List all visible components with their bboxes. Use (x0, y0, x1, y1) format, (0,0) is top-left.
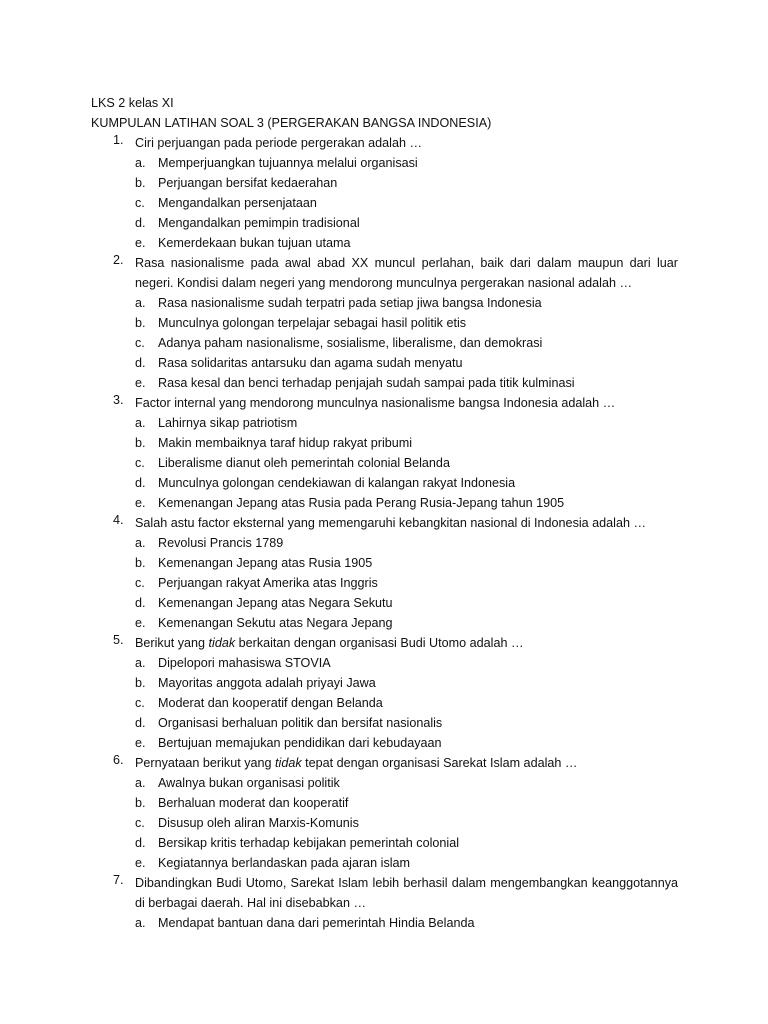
question-text: Dibandingkan Budi Utomo, Sarekat Islam lebih berhasil dalam mengembangkan keanggotannya di berbagai daerah. Hal ini disebabkan … (135, 876, 678, 910)
option-c (91, 453, 678, 473)
option-letter: b. (135, 676, 146, 690)
option-c (91, 573, 678, 593)
option-text: Adanya paham nasionalisme, sosialisme, liberalisme, dan demokrasi (158, 336, 543, 350)
option-text: Mendapat bantuan dana dari pemerintah Hindia Belanda (158, 916, 475, 930)
option-b (91, 793, 678, 813)
option-letter: c. (135, 816, 145, 830)
option-e (91, 493, 678, 513)
option-text: Kemenangan Jepang atas Negara Sekutu (158, 596, 393, 610)
question-7 (91, 873, 678, 933)
option-b (91, 553, 678, 573)
option-b (91, 173, 678, 193)
question-number: 2. (113, 253, 124, 267)
option-text: Rasa kesal dan benci terhadap penjajah sudah sampai pada titik kulminasi (158, 376, 575, 390)
option-letter: d. (135, 596, 146, 610)
option-text: Organisasi berhaluan politik dan bersifat nasionalis (158, 716, 443, 730)
question-3 (91, 393, 678, 513)
option-d (91, 353, 678, 373)
option-a (91, 533, 678, 553)
option-letter: c. (135, 696, 145, 710)
option-text: Rasa solidaritas antarsuku dan agama sudah menyatu (158, 356, 463, 370)
question-number: 7. (113, 873, 124, 887)
option-letter: a. (135, 156, 146, 170)
option-letter: e. (135, 616, 146, 630)
question-text: Salah astu factor eksternal yang memengaruhi kebangkitan nasional di Indonesia adalah … (135, 516, 647, 530)
option-letter: d. (135, 356, 146, 370)
option-text: Kemenangan Jepang atas Rusia 1905 (158, 556, 373, 570)
option-text: Kegiatannya berlandaskan pada ajaran islam (158, 856, 411, 870)
question-text (135, 753, 678, 773)
option-text: Revolusi Prancis 1789 (158, 536, 284, 550)
option-letter: e. (135, 736, 146, 750)
option-b (91, 673, 678, 693)
option-letter: c. (135, 576, 145, 590)
option-letter: a. (135, 916, 146, 930)
question-2 (91, 253, 678, 393)
option-letter: a. (135, 416, 146, 430)
option-text: Perjuangan bersifat kedaerahan (158, 176, 338, 190)
option-letter: c. (135, 456, 145, 470)
question-text-part: Pernyataan berikut yang (135, 756, 276, 770)
option-letter: a. (135, 656, 146, 670)
question-number: 1. (113, 133, 124, 147)
option-b (91, 433, 678, 453)
option-e (91, 373, 678, 393)
option-d (91, 593, 678, 613)
question-number: 5. (113, 633, 124, 647)
option-letter: d. (135, 476, 146, 490)
option-letter: a. (135, 536, 146, 550)
option-e (91, 233, 678, 253)
option-text: Mayoritas anggota adalah priyayi Jawa (158, 676, 376, 690)
question-6 (91, 753, 678, 873)
option-text: Mengandalkan persenjataan (158, 196, 317, 210)
option-letter: a. (135, 296, 146, 310)
option-a (91, 153, 678, 173)
option-text: Bertujuan memajukan pendidikan dari kebudayaan (158, 736, 442, 750)
option-text: Munculnya golongan cendekiawan di kalangan rakyat Indonesia (158, 476, 516, 490)
option-letter: e. (135, 236, 146, 250)
option-letter: e. (135, 496, 146, 510)
option-text: Makin membaiknya taraf hidup rakyat pribumi (158, 436, 413, 450)
option-d (91, 213, 678, 233)
question-text (135, 633, 678, 653)
option-letter: d. (135, 836, 146, 850)
option-text: Liberalisme dianut oleh pemerintah colonial Belanda (158, 456, 450, 470)
question-text-part: tepat dengan organisasi Sarekat Islam adalah … (301, 756, 578, 770)
question-1 (91, 133, 678, 253)
worksheet-label: LKS 2 kelas XI (91, 96, 174, 110)
option-text: Memperjuangkan tujuannya melalui organisasi (158, 156, 418, 170)
question-number: 6. (113, 753, 124, 767)
option-letter: e. (135, 376, 146, 390)
option-letter: a. (135, 776, 146, 790)
question-text-part: Berikut yang (135, 636, 209, 650)
question-text: Ciri perjuangan pada periode pergerakan adalah … (135, 136, 423, 150)
option-a (91, 653, 678, 673)
option-e (91, 613, 678, 633)
option-letter: b. (135, 176, 146, 190)
option-text: Kemerdekaan bukan tujuan utama (158, 236, 351, 250)
question-text: Rasa nasionalisme pada awal abad XX muncul perlahan, baik dari dalam maupun dari luar negeri. Kondisi dalam negeri yang mendorong munculnya pergerakan nasional adalah … (135, 256, 678, 290)
worksheet-title: KUMPULAN LATIHAN SOAL 3 (PERGERAKAN BANGSA INDONESIA) (91, 116, 492, 130)
option-a (91, 773, 678, 793)
question-emphasis: tidak (208, 636, 236, 650)
option-e (91, 733, 678, 753)
question-emphasis: tidak (275, 756, 302, 770)
option-letter: b. (135, 316, 146, 330)
option-text: Lahirnya sikap patriotism (158, 416, 298, 430)
option-d (91, 473, 678, 493)
option-text: Perjuangan rakyat Amerika atas Inggris (158, 576, 378, 590)
option-c (91, 333, 678, 353)
option-text: Moderat dan kooperatif dengan Belanda (158, 696, 383, 710)
option-b (91, 313, 678, 333)
question-5 (91, 633, 678, 753)
question-text: Factor internal yang mendorong munculnya nasionalisme bangsa Indonesia adalah … (135, 396, 616, 410)
option-text: Mengandalkan pemimpin tradisional (158, 216, 360, 230)
option-letter: c. (135, 196, 145, 210)
option-letter: b. (135, 436, 146, 450)
option-d (91, 713, 678, 733)
option-d (91, 833, 678, 853)
question-text-part: berkaitan dengan organisasi Budi Utomo adalah … (235, 636, 524, 650)
option-e (91, 853, 678, 873)
option-text: Rasa nasionalisme sudah terpatri pada setiap jiwa bangsa Indonesia (158, 296, 542, 310)
option-text: Bersikap kritis terhadap kebijakan pemerintah colonial (158, 836, 460, 850)
option-letter: b. (135, 556, 146, 570)
question-number: 3. (113, 393, 124, 407)
option-letter: b. (135, 796, 146, 810)
option-letter: d. (135, 216, 146, 230)
option-a (91, 413, 678, 433)
option-a (91, 913, 678, 933)
option-letter: d. (135, 716, 146, 730)
option-text: Awalnya bukan organisasi politik (158, 776, 340, 790)
option-a (91, 293, 678, 313)
option-text: Disusup oleh aliran Marxis-Komunis (158, 816, 359, 830)
option-letter: c. (135, 336, 145, 350)
option-text: Berhaluan moderat dan kooperatif (158, 796, 349, 810)
option-c (91, 693, 678, 713)
document-body (91, 93, 678, 933)
option-text: Munculnya golongan terpelajar sebagai hasil politik etis (158, 316, 467, 330)
option-c (91, 193, 678, 213)
option-text: Kemenangan Jepang atas Rusia pada Perang Rusia-Jepang tahun 1905 (158, 496, 565, 510)
option-letter: e. (135, 856, 146, 870)
option-text: Kemenangan Sekutu atas Negara Jepang (158, 616, 393, 630)
option-c (91, 813, 678, 833)
question-4 (91, 513, 678, 633)
question-number: 4. (113, 513, 124, 527)
option-text: Dipelopori mahasiswa STOVIA (158, 656, 331, 670)
